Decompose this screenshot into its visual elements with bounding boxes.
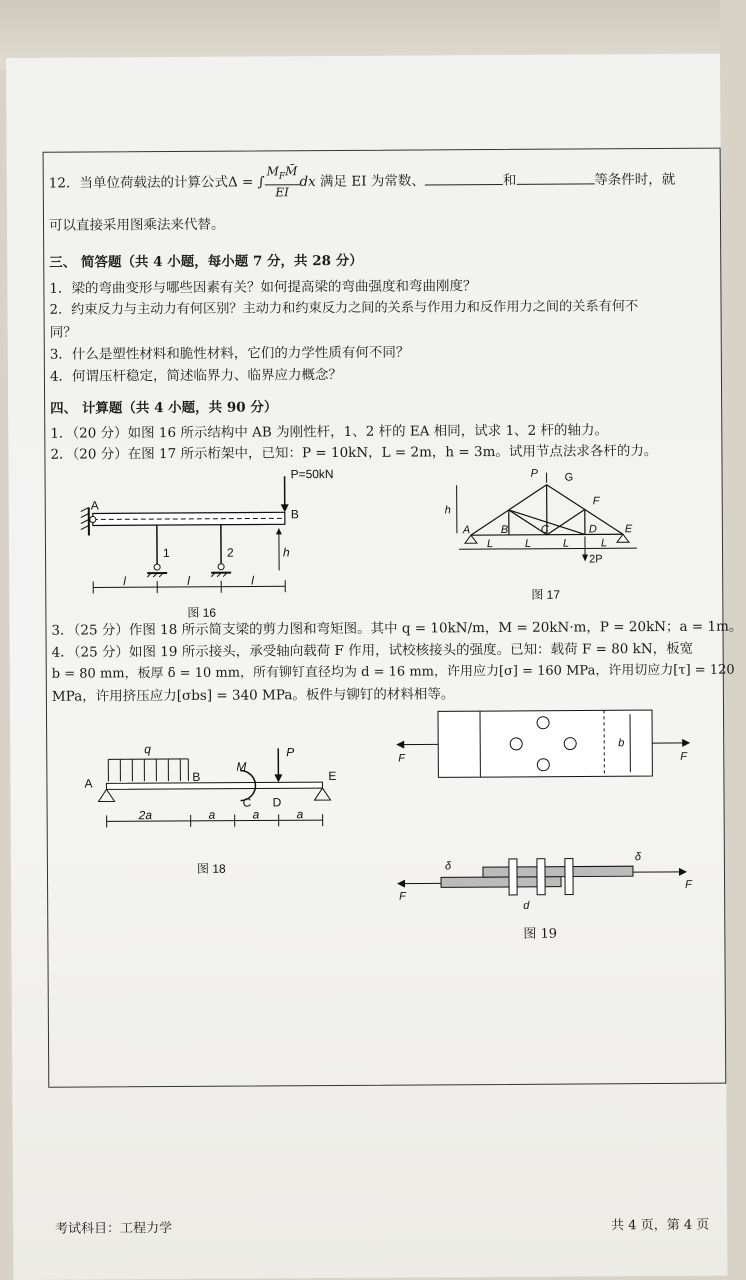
fig17-dim-l3: L	[562, 537, 570, 550]
q12-mid: 满足 EI 为常数、	[315, 173, 425, 190]
fig18-label-q: q	[144, 742, 151, 757]
fig18-dim-a1: a	[208, 807, 216, 822]
fig17-h-label: h	[444, 504, 451, 517]
figure-17	[436, 464, 647, 615]
section3-item-4: 4．何谓压杆稳定，简述临界力、临界应力概念？	[49, 366, 343, 385]
fig18-label-c: C	[242, 795, 252, 810]
section4-problem-2: 2．（20 分）在图 17 所示桁架中，已知：P = 10kN，L = 2m，h = 3m。试用节点法求各杆的力。	[50, 443, 658, 463]
fig18-distributed-load	[108, 759, 188, 781]
q12-num: M	[266, 164, 279, 179]
q12-num-bar: M̄	[285, 164, 298, 179]
fig17-label-p: P	[530, 467, 538, 480]
fig16-label-b: B	[290, 507, 299, 522]
fig16-h-label: h	[282, 545, 290, 560]
section4-problem-1: 1．（20 分）如图 16 所示结构中 AB 为刚性杆，1、2 杆的 EA 相同，试求 1、2 杆的轴力。	[50, 422, 609, 442]
fig19-label-d: d	[523, 899, 530, 912]
footer-pages: 共 4 页，第 4 页	[611, 1217, 710, 1234]
fig18-label-b: B	[192, 769, 201, 784]
fig19-label-delta-1: δ	[444, 860, 452, 873]
q12-num-sub: F	[278, 171, 286, 182]
section3-item-3: 3．什么是塑性材料和脆性材料，它们的力学性质有何不同？	[49, 344, 410, 363]
q12-fraction	[265, 164, 300, 201]
section4-problem-3: 3．（25 分）作图 18 所示简支梁的剪力图和弯矩图。其中 q = 10kN/m，M = 20kN·m，P = 20kN；a = 1m。	[51, 618, 743, 639]
figure-16	[71, 466, 334, 628]
figure-19	[388, 700, 699, 912]
q12-prefix: 12．当单位荷载法的计算公式Δ = ∫	[48, 174, 265, 192]
fig17-label-b: B	[500, 523, 509, 536]
q12-suffix: 等条件时，就	[594, 171, 676, 189]
fig17-dim-l1: L	[486, 538, 494, 551]
fig18-label-m: M	[236, 759, 247, 774]
fig18-dim-a3: a	[296, 807, 304, 822]
fig19-label-f-left: F	[398, 752, 406, 765]
fig17-label-c: C	[540, 523, 549, 536]
fig19-label-f-right: F	[680, 750, 688, 763]
fig19-label-b: b	[618, 737, 625, 750]
fig18-caption: 图 18	[196, 861, 226, 876]
fig17-label-a: A	[462, 524, 471, 537]
fig19-label-delta-2: δ	[634, 851, 642, 864]
fig18-beam	[106, 782, 322, 789]
fig16-dim-l2: l	[187, 573, 190, 588]
fig18-label-e: E	[328, 768, 337, 784]
section4-problem-4-line3: MPa，许用挤压应力[σbs] = 340 MPa。板件与铆钉的材料相等。	[51, 686, 455, 705]
fig19-caption: 图 19	[523, 926, 558, 942]
fig17-caption: 图 17	[531, 587, 561, 602]
q12-line2: 可以直接采用图乘法来代替。	[48, 216, 225, 234]
fig17-label-e: E	[624, 523, 633, 536]
q12-blank-2[interactable]	[516, 169, 594, 184]
footer-subject: 考试科目：工程力学	[55, 1221, 173, 1237]
fig17-label-g: G	[564, 471, 574, 484]
section3-item-1: 1．梁的弯曲变形与哪些因素有关？如何提高梁的弯曲强度和弯曲刚度？	[49, 278, 477, 297]
q12-blank-1[interactable]	[425, 170, 503, 185]
fig16-caption: 图 16	[187, 605, 217, 620]
section3-item-2: 2．约束反力与主动力有何区别？主动力和约束反力之间的关系与作用力和反作用力之间的关系有何不	[49, 299, 639, 318]
exam-page	[6, 54, 743, 1280]
figure-18	[80, 740, 351, 892]
q12-dx: dx	[299, 173, 316, 190]
fig16-rod-1-label: 1	[162, 546, 170, 561]
fig18-dim-2a: 2a	[138, 808, 153, 823]
fig17-label-f: F	[592, 495, 600, 508]
section4-heading: 四、 计算题（共 4 小题，共 90 分）	[50, 399, 278, 417]
fig17-dim-l4: L	[600, 537, 608, 550]
fig18-label-a: A	[84, 776, 93, 791]
q12-line1	[49, 162, 676, 202]
section4-problem-4-line1: 4．（25 分）如图 19 所示接头，承受轴向载荷 F 作用，试校核接头的强度。已知：载荷 F = 80 kN，板宽	[51, 640, 694, 661]
fig19-label-f-left-2: F	[399, 890, 406, 903]
q12-den: EI	[275, 185, 289, 200]
fig19-label-f-right-2: F	[685, 878, 692, 891]
fig19-joint-section	[441, 858, 633, 895]
section4-problem-4-line2: b = 80 mm，板厚 δ = 10 mm，所有铆钉直径均为 d = 16 mm，许用应力[σ] = 160 MPa，许用切应力[τ] = 120	[51, 662, 735, 682]
fig16-wall	[81, 508, 89, 536]
fig18-dim-a2: a	[252, 807, 260, 822]
fig16-label-a: A	[90, 498, 99, 513]
fig16-rod-2-label: 2	[226, 545, 234, 560]
section3-item-2-cont: 同？	[49, 324, 77, 341]
fig16-dim-l1: l	[123, 574, 126, 589]
fig18-label-p: P	[286, 745, 295, 760]
fig17-load-2p: 2P	[589, 553, 603, 566]
fig16-dim-l3: l	[251, 573, 254, 588]
fig17-dim-l2: L	[524, 537, 532, 550]
section3-heading: 三、 简答题（共 4 小题，每小题 7 分，共 28 分）	[49, 252, 363, 271]
fig16-load-label: P=50kN	[290, 467, 334, 482]
fig18-label-d: D	[272, 795, 282, 810]
fig17-label-d: D	[588, 523, 597, 536]
q12-and: 和	[502, 172, 517, 189]
